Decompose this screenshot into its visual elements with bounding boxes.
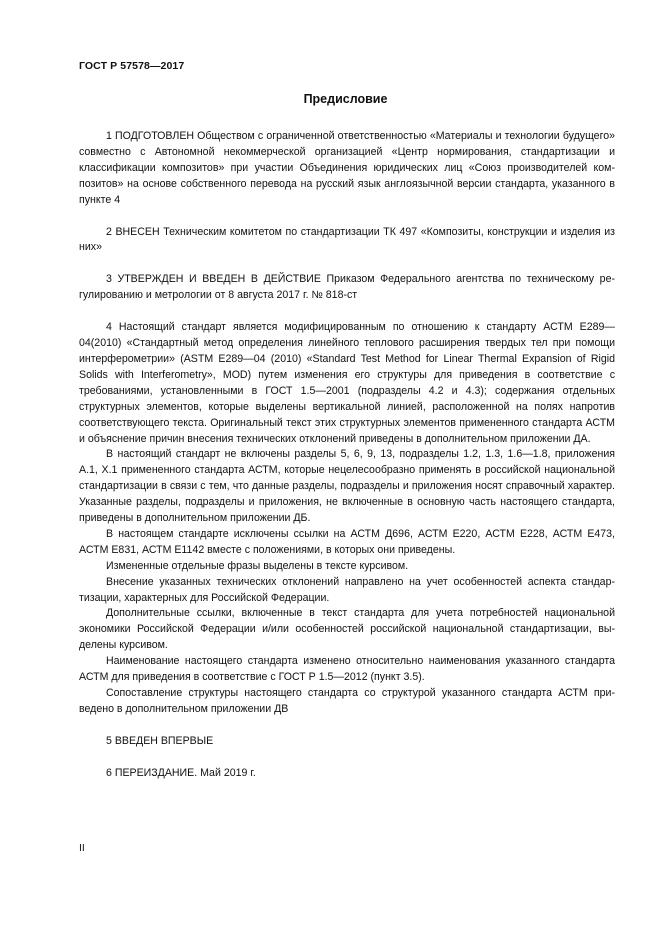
paragraph-introduced: 5 ВВЕДЕН ВПЕРВЫЕ xyxy=(106,734,214,747)
paragraph-structure-comparison: Сопоставление структуры настоящего стандарта со структурой указанного стандарта АСТМ приведено в дополнительном приложении ДВ xyxy=(79,687,615,715)
paragraph-deviations: Внесение указанных технических отклонений направлено на учет особенностей аспекта стандартизации, характерных для Российской Федерации. xyxy=(79,575,615,604)
paragraph-italic-phrases: Измененные отдельные фразы выделены в тексте курсивом. xyxy=(106,559,409,572)
paragraph-prepared: 1 ПОДГОТОВЛЕН Обществом с ограниченной ответственностью «Материалы и технологии будущего» совместно с Автономной некоммерческой организацией «Центр нормирования, стандартизации и классификации композитов» при участии Объединения юридических лиц «Союз производителей композитов» на основе собственного перевода на русский язык англоязычной версии стандарта, указанного в пункте 4 xyxy=(79,130,615,206)
paragraph-excluded-sections: В настоящий стандарт не включены разделы 5, 6, 9, 13, подразделы 1.2, 1.3, 1.6—1.8, приложения А.1, Х.1 примененного стандарта АСТМ, которые нецелесообразно применять в российской национальной стандартизации в связи с тем, что данные разделы, подразделы и приложения носят справочный характер. Указанные разделы, подразделы и приложения, не включенные в основную часть настоящего стандарта, приведены в дополнительном приложении ДБ. xyxy=(79,448,615,525)
paragraph-excluded-references: В настоящем стандарте исключены ссылки на АСТМ Д696, АСТМ Е220, АСТМ Е228, АСТМ Е473, АСТМ Е831, АСТМ Е1142 вместе с положениями, в которых они приведены. xyxy=(79,527,615,556)
page-title: Предисловие xyxy=(303,92,388,106)
foreword-body xyxy=(79,129,615,782)
paragraph-additional-references: Дополнительные ссылки, включенные в текст стандарта для учета потребностей национальной экономики Российской Федерации и/или особенностей российской национальной стандартизации, выделены курсивом. xyxy=(79,607,615,652)
standard-id-header: ГОСТ Р 57578—2017 xyxy=(79,60,185,72)
paragraph-modified: 4 Настоящий стандарт является модифицированным по отношению к стандарту АСТМ Е289—04(2010) «Стандартный метод определения линейного теплового расширения твердых тел при помощи интерферометрии» (ASTM E289—04 (2010) «Standard Test Method for Linear Thermal Expansion of Rigid Solids with Interferometry», MOD) путем изменения его структуры для приведения в соответствие с требованиями, установленными в ГОСТ 1.5—2001 (подразделы 4.2 и 4.3); содержания отдельных структурных элементов, которые выделены вертикальной линией, расположенной на полях напротив соответствующего текста. Оригинальный текст этих структурных элементов примененного стандарта АСТМ и объяснение причин внесения технических отклонений приведены в дополнительном приложении ДА. xyxy=(79,321,615,445)
paragraph-title-change: Наименование настоящего стандарта изменено относительно наименования указанного стандарта АСТМ для приведения в соответствие с ГОСТ Р 1.5—2012 (пункт 3.5). xyxy=(79,655,615,684)
paragraph-submitted: 2 ВНЕСЕН Техническим комитетом по стандартизации ТК 497 «Композиты, конструкции и изделия из них» xyxy=(79,225,615,254)
paragraph-reissue: 6 ПЕРЕИЗДАНИЕ. Май 2019 г. xyxy=(106,766,256,779)
paragraph-approved: 3 УТВЕРЖДЕН И ВВЕДЕН В ДЕЙСТВИЕ Приказом Федерального агентства по техническому регулированию и метрологии от 8 августа 2017 г. № 818-ст xyxy=(79,273,615,302)
page-number: II xyxy=(79,842,85,854)
